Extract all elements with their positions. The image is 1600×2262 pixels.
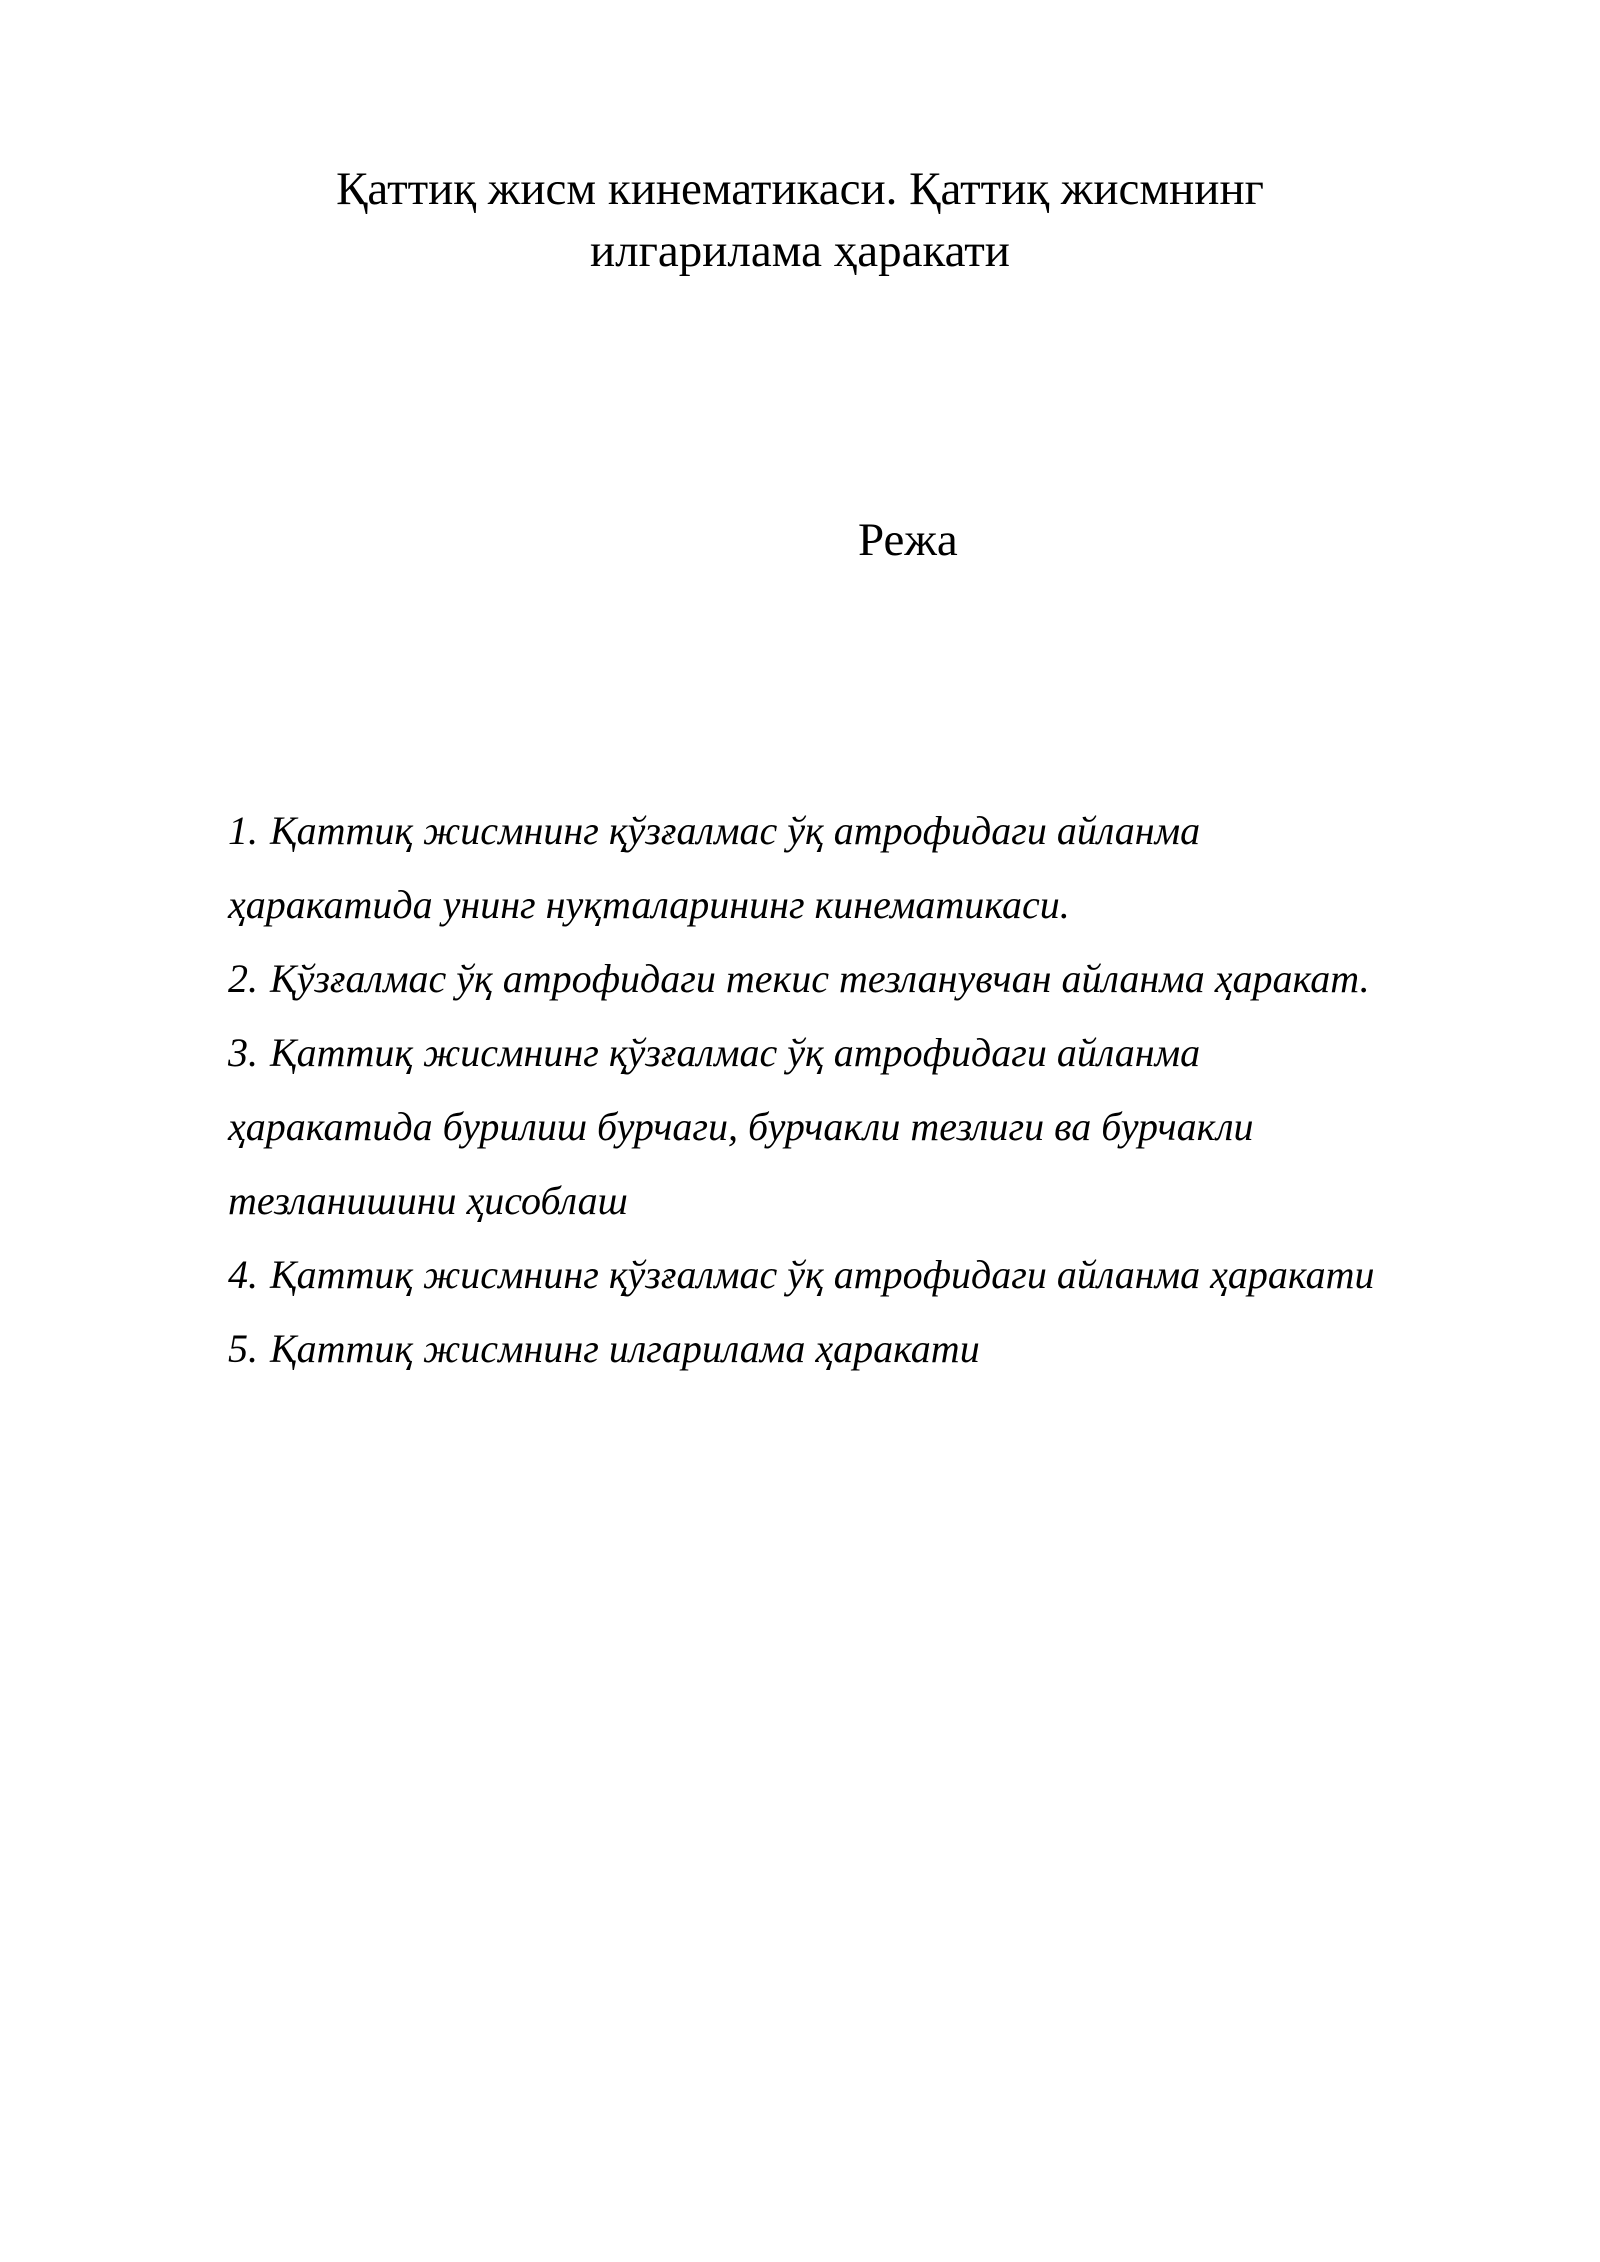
plan-item-4-number: 4. bbox=[228, 1252, 258, 1297]
plan-item-3-line-3: тезланишини ҳисоблаш bbox=[228, 1178, 628, 1223]
plan-item-4-text: Қаттиқ жисмнинг қўзғалмас ўқ атрофидаги айланма ҳаракати bbox=[270, 1252, 1375, 1297]
plan-item-3-line-2: ҳаракатида бурилиш бурчаги, бурчакли тезлиги ва бурчакли bbox=[228, 1104, 1254, 1149]
plan-item-3-number: 3. bbox=[228, 1030, 258, 1075]
plan-item-3-text: Қаттиқ жисмнинг қўзғалмас ўқ атрофидаги айланма bbox=[270, 1030, 1201, 1075]
plan-item-1-number: 1. bbox=[228, 808, 258, 853]
plan-item-4-line-1 bbox=[228, 1250, 1374, 1300]
plan-item-2-line-1 bbox=[228, 954, 1370, 1004]
title-line-1: Қаттиқ жисм кинематикаси. Қаттиқ жисмнинг bbox=[336, 163, 1264, 215]
document-title bbox=[0, 158, 1600, 282]
plan-item-2-text: Қўзғалмас ўқ атрофидаги текис тезланувчан айланма ҳаракат. bbox=[270, 956, 1370, 1001]
plan-item-5-text: Қаттиқ жисмнинг илгарилама ҳаракати bbox=[270, 1326, 980, 1371]
plan-item-1-text: Қаттиқ жисмнинг қўзғалмас ўқ атрофидаги айланма bbox=[270, 808, 1201, 853]
plan-item-2-number: 2. bbox=[228, 956, 258, 1001]
plan-item-5-number: 5. bbox=[228, 1326, 258, 1371]
plan-item-3-line-1 bbox=[228, 1028, 1200, 1078]
plan-item-5-line-1 bbox=[228, 1324, 980, 1374]
title-line-2: илгарилама ҳаракати bbox=[590, 225, 1010, 277]
plan-item-1-line-1 bbox=[228, 806, 1200, 856]
plan-heading: Режа bbox=[858, 514, 958, 566]
plan-item-1-line-2: ҳаракатида унинг нуқталарининг кинематикаси. bbox=[228, 882, 1070, 927]
